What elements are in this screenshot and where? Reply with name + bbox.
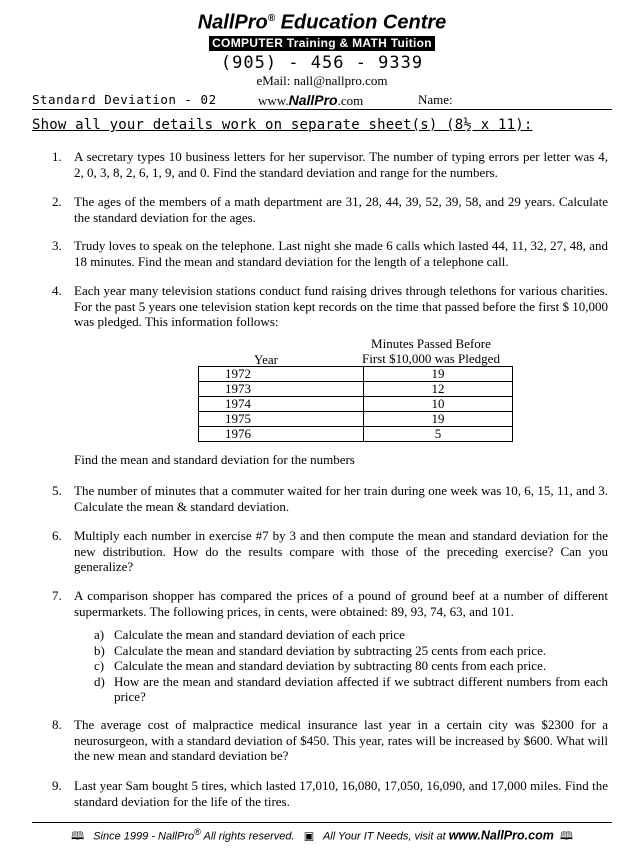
table-row: 1975 19 [199,412,513,427]
name-label: Name: [418,92,453,107]
sub-questions [74,627,608,705]
table-header-year: Year [254,352,278,367]
data-table [198,366,513,442]
book-icon: 🕮 [71,830,85,843]
list-item: c) Calculate the mean and standard deviation by subtracting 80 cents from each price. [94,658,547,673]
brand-title: NallPro® Education Centre [197,11,447,34]
table-header-minutes: Minutes Passed Before First $10,000 was Pledged [362,336,500,366]
question-8: 8. The average cost of malpractice medical insurance last year in a certain city was $2300 for a neurosurgeon, with a standard deviation of $450. This year, rates will be increased by $600. What will the new mean and standard deviation be? [52,717,608,763]
table-row: 1974 10 [199,397,513,412]
question-1: 1. A secretary types 10 business letters for her supervisor. The number of typing errors per letter was 4, 2, 0, 3, 8, 2, 6, 1, 9, and 0. Find the standard deviation and range for the numbers. [52,149,608,180]
table-row: 1976 5 [199,427,513,442]
footer-site-link[interactable]: www.NallPro.com [448,828,554,843]
question-4: 4. Each year many television stations conduct fund raising drives through telethons for various charities. For the past 5 years one television station kept records on the time that passed before the first $ 10,000 was pledged. This information follows: [52,283,608,329]
info-line [32,92,612,108]
table-row: 1973 12 [199,382,513,397]
phone-number: (905) - 456 - 9339 [220,52,424,73]
question-7: 7. A comparison shopper has compared the prices of a pound of ground beef at a number of different supermarkets. The following prices, in cents, were obtained: 89, 93, 74, 63, and 101. a) Calculate the mean and standard deviation of each price b) Calculate the mean and standard deviation by subtracting 25 cents from each price. c) Calculate the mean and standard deviation by subtracting 80 cents from each price. d) How are the mean and standard deviation affected if we subtract different numbers from each price? [52,588,608,704]
question-3: 3. Trudy loves to speak on the telephone. Last night she made 6 calls which lasted 44, 11, 32, 27, 48, and 18 minutes. Find the mean and standard deviation for the length of a telephone call. [52,238,608,269]
book-icon: 🕮 [559,830,573,843]
list-item: d) How are the mean and standard deviation affected if we subtract different numbers from each price? [94,673,608,704]
footer: 🕮 Since 1999 - NallPro® All rights reserved. ▣ All Your IT Needs, visit at www.NallPro.com 🕮 [32,822,612,847]
question-6: 6. Multiply each number in exercise #7 by 3 and then compute the mean and standard deviation for the new distribution. How do the results compare with those of the preceding exercise? Can you generalize? [52,528,608,574]
instructions: Show all your details work on separate sheet(s) (8½ x 11): [32,117,533,133]
divider [32,109,612,110]
email: eMail: nall@nallpro.com [256,72,388,88]
tagline: COMPUTER Training & MATH Tuition [209,36,435,51]
computer-icon: ▣ [303,830,315,843]
question-4-after: Find the mean and standard deviation for the numbers [74,452,355,467]
list-item: a) Calculate the mean and standard deviation of each price [94,627,405,642]
question-5: 5. The number of minutes that a commuter waited for her train during one week was 10, 6, 15, 11, and 3. Calculate the mean & standard deviation. [52,483,608,514]
table-row: 1972 19 [199,367,513,382]
header [0,8,644,89]
question-9: 9. Last year Sam bought 5 tires, which lasted 17,010, 16,080, 17,050, 16,090, and 17,000 miles. Find the standard deviation for the life of the tires. [52,778,608,809]
list-item: b) Calculate the mean and standard deviation by subtracting 25 cents from each price. [94,642,547,658]
sheet-title: Standard Deviation - 02 [32,92,217,107]
question-2: 2. The ages of the members of a math department are 31, 28, 44, 39, 52, 39, 58, and 29 years. Calculate the standard deviation for the ages. [52,194,608,225]
website-link[interactable]: www.NallPro.com [258,92,364,108]
